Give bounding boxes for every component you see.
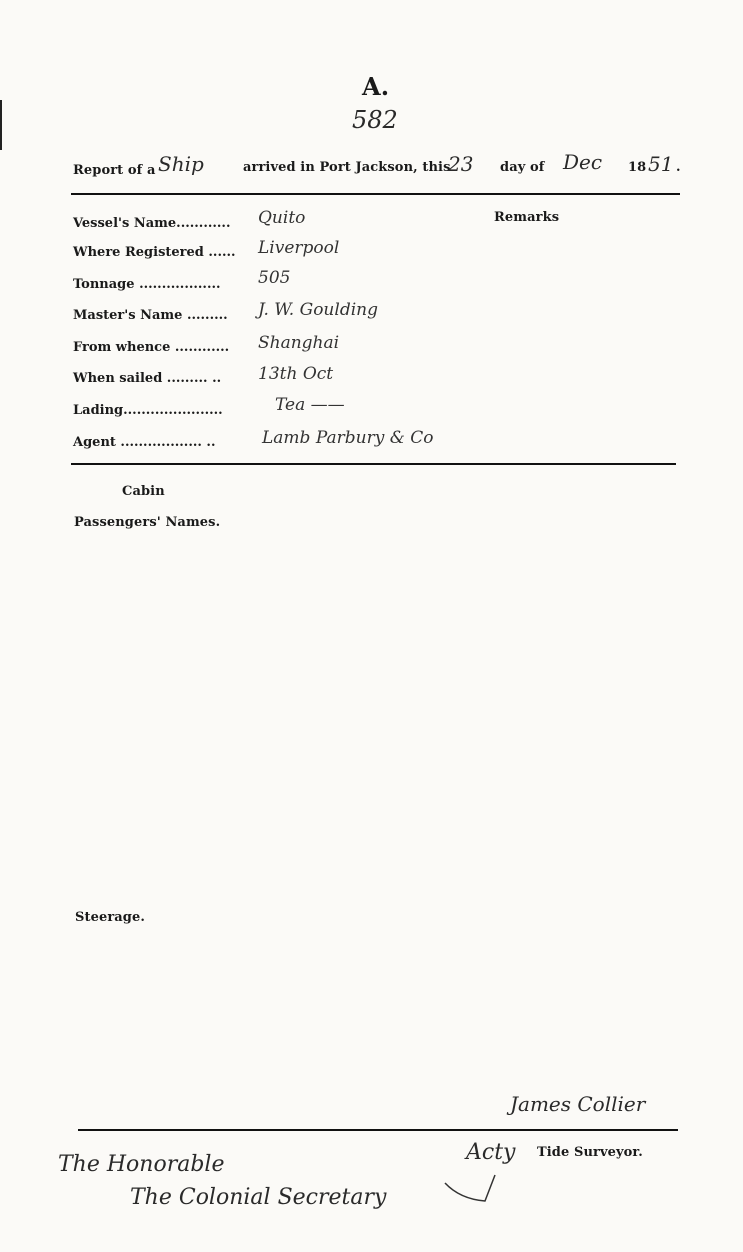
fields-bottom-rule — [71, 463, 676, 465]
report-prefix: Report of a — [73, 163, 156, 178]
passengers-names-label: Passengers' Names. — [74, 515, 221, 530]
arrival-month: Dec — [563, 150, 603, 174]
year-suffix: 51 — [648, 152, 674, 176]
where-registered-value: Liverpool — [258, 238, 340, 258]
day-of-text: day of — [500, 160, 545, 175]
addressee-line-2: The Colonial Secretary — [130, 1185, 387, 1210]
arrival-day: 23 — [448, 152, 474, 176]
agent-label: Agent .................. .. — [73, 435, 216, 450]
lading-value: Tea —— — [275, 395, 345, 415]
steerage-label: Steerage. — [75, 910, 145, 925]
vessel-type: Ship — [158, 152, 204, 176]
from-whence-label: From whence ............ — [73, 340, 230, 355]
remarks-label: Remarks — [494, 210, 560, 225]
masters-name-label: Master's Name ......... — [73, 308, 228, 323]
scan-edge-mark — [0, 100, 2, 150]
signature-rule — [78, 1129, 678, 1131]
year-prefix: 18 — [628, 160, 647, 175]
agent-value: Lamb Parbury & Co — [262, 428, 434, 448]
when-sailed-label: When sailed ......... .. — [73, 371, 222, 386]
lading-label: Lading...................... — [73, 403, 223, 418]
tonnage-label: Tonnage .................. — [73, 277, 221, 292]
addressee-line-1: The Honorable — [58, 1152, 225, 1177]
header-period: . — [676, 160, 681, 175]
masters-name-value: J. W. Goulding — [258, 300, 378, 320]
tide-surveyor-label: Tide Surveyor. — [537, 1145, 643, 1160]
surveyor-signature: James Collier — [510, 1092, 646, 1116]
form-letter: A. — [362, 72, 390, 101]
cabin-label: Cabin — [122, 484, 165, 499]
form-number: 582 — [352, 106, 398, 134]
where-registered-label: Where Registered ...... — [73, 245, 236, 260]
arrived-text: arrived in Port Jackson, this — [243, 160, 451, 175]
signature-flourish — [440, 1165, 500, 1205]
vessel-name-value: Quito — [258, 208, 306, 228]
acting-mark: Acty — [466, 1140, 516, 1165]
top-rule — [71, 193, 680, 195]
vessel-name-label: Vessel's Name............ — [73, 216, 231, 231]
from-whence-value: Shanghai — [258, 333, 340, 353]
when-sailed-value: 13th Oct — [258, 364, 334, 384]
tonnage-value: 505 — [258, 268, 291, 288]
